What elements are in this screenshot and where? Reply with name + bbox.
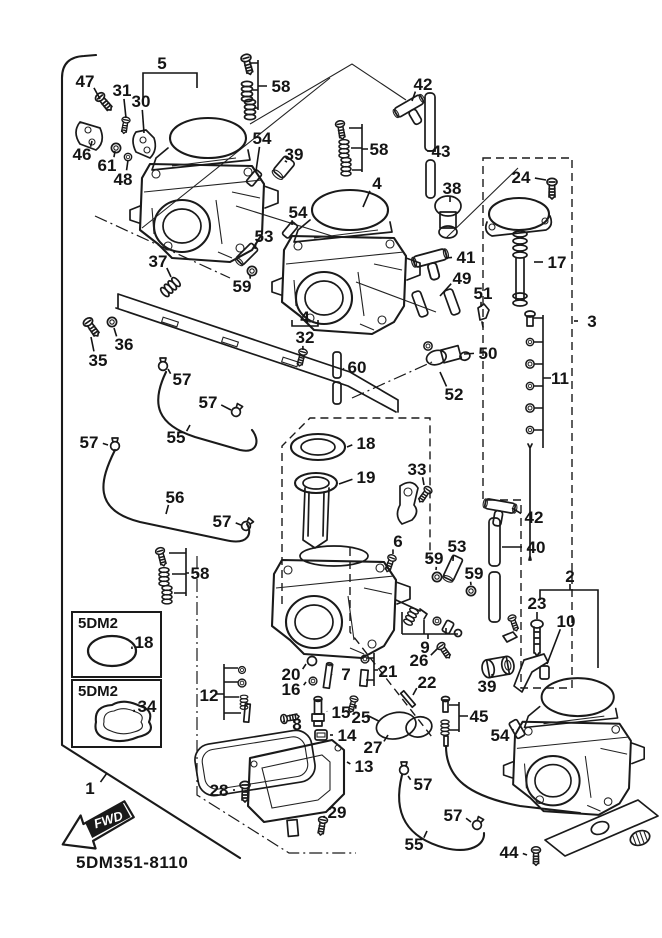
callout-20: 20 xyxy=(281,665,301,684)
callout-42: 42 xyxy=(413,75,433,94)
callout-48: 48 xyxy=(113,170,133,189)
callout-57: 57 xyxy=(413,775,433,794)
fuel-hose-mid xyxy=(158,348,341,451)
leader-line-57 xyxy=(168,369,171,374)
leader-line-22 xyxy=(413,688,417,695)
callout-31: 31 xyxy=(112,81,132,100)
leader-line-16 xyxy=(304,682,306,685)
callout-22: 22 xyxy=(417,673,437,692)
callout-4: 4 xyxy=(300,308,310,327)
carburetor-4 xyxy=(504,678,645,815)
callout-40: 40 xyxy=(526,538,546,557)
callout-54: 54 xyxy=(490,726,510,745)
callout-14: 14 xyxy=(337,726,357,745)
callout-51: 51 xyxy=(473,284,493,303)
leader-line-4 xyxy=(363,191,370,207)
callout-42: 42 xyxy=(524,508,544,527)
callout-54: 54 xyxy=(252,129,272,148)
leader-line-44 xyxy=(523,853,527,855)
leader-line-50 xyxy=(464,353,474,354)
callout-15: 15 xyxy=(331,703,351,722)
callout-49: 49 xyxy=(452,269,472,288)
callout-58: 58 xyxy=(190,564,210,583)
leader-line-55 xyxy=(424,831,427,838)
choke-lever-33 xyxy=(397,482,433,524)
kit-box-1-code: 5DM2 xyxy=(78,615,119,632)
callout-52: 52 xyxy=(444,385,464,404)
callout-61: 61 xyxy=(97,156,117,175)
callout-57: 57 xyxy=(172,370,192,389)
callout-54: 54 xyxy=(288,203,308,222)
leader-line-26 xyxy=(431,648,438,655)
leader-line-31 xyxy=(124,99,126,118)
callout-26: 26 xyxy=(409,651,429,670)
callout-56: 56 xyxy=(165,488,185,507)
callout-57: 57 xyxy=(212,512,232,531)
callout-28: 28 xyxy=(209,781,229,800)
fwd-label: FWD xyxy=(91,807,125,832)
callout-23: 23 xyxy=(527,594,547,613)
oring-illustration xyxy=(88,636,136,666)
callout-3: 3 xyxy=(587,312,597,331)
callout-58: 58 xyxy=(271,77,291,96)
callout-57: 57 xyxy=(198,393,218,412)
callout-5: 5 xyxy=(157,54,167,73)
callout-33: 33 xyxy=(407,460,427,479)
callout-58: 58 xyxy=(369,140,389,159)
callout-57: 57 xyxy=(79,433,99,452)
callout-6: 6 xyxy=(393,532,403,551)
callout-30: 30 xyxy=(131,92,151,111)
callout-25: 25 xyxy=(351,708,371,727)
leader-line-57 xyxy=(236,523,241,525)
callout-35: 35 xyxy=(88,351,108,370)
callout-18: 18 xyxy=(356,434,376,453)
callout-24: 24 xyxy=(511,168,531,187)
callout-41: 41 xyxy=(456,248,476,267)
leader-line-48 xyxy=(127,160,128,170)
callout-18: 18 xyxy=(134,633,154,652)
callout-21: 21 xyxy=(378,662,398,681)
callout-45: 45 xyxy=(469,707,489,726)
part-number: 5DM351-8110 xyxy=(76,853,189,872)
callout-59: 59 xyxy=(464,564,484,583)
callout-8: 8 xyxy=(292,715,302,734)
callout-34: 34 xyxy=(137,697,157,716)
diagram-frame xyxy=(62,55,240,858)
callout-50: 50 xyxy=(478,344,498,363)
vent-tubes-right xyxy=(480,498,518,622)
leader-line-55 xyxy=(187,425,190,431)
leader-line-1 xyxy=(100,773,107,782)
callout-47: 47 xyxy=(75,72,95,91)
leader-line-8 xyxy=(283,721,284,722)
screw-spring-kit-58-right xyxy=(335,120,368,176)
callout-12: 12 xyxy=(199,686,219,705)
callout-43: 43 xyxy=(431,142,451,161)
callout-53: 53 xyxy=(447,537,467,556)
leader-line-57 xyxy=(221,405,231,410)
leader-line-18 xyxy=(347,445,352,447)
leader-line-35 xyxy=(91,337,94,351)
leader-line-30 xyxy=(142,110,144,133)
callout-46: 46 xyxy=(72,145,92,164)
kit-box-2-code: 5DM2 xyxy=(78,683,119,700)
callout-39: 39 xyxy=(284,145,304,164)
callout-1: 1 xyxy=(85,779,95,798)
jet-kit-12 xyxy=(238,667,250,723)
callout-11: 11 xyxy=(551,369,569,388)
callout-4: 4 xyxy=(372,174,382,193)
leader-line-60 xyxy=(343,368,344,369)
callout-16: 16 xyxy=(281,680,301,699)
callout-55: 55 xyxy=(404,835,424,854)
screw-spring-kit-58-top xyxy=(240,53,267,119)
leader-line-19 xyxy=(339,479,352,484)
leader-line-57 xyxy=(103,443,108,445)
callout-32: 32 xyxy=(295,328,315,347)
callout-60: 60 xyxy=(347,358,367,377)
leader-line-41 xyxy=(446,257,452,258)
diaphragm-cover-kit xyxy=(486,178,557,236)
callout-57: 57 xyxy=(443,806,463,825)
leader-line-54 xyxy=(256,147,259,171)
callout-37: 37 xyxy=(148,252,168,271)
callout-59: 59 xyxy=(424,549,444,568)
callout-55: 55 xyxy=(166,428,186,447)
callout-53: 53 xyxy=(254,227,274,246)
screw-spring-kit-58-left xyxy=(155,547,189,604)
callout-38: 38 xyxy=(442,179,462,198)
callout-36: 36 xyxy=(114,335,134,354)
callout-17: 17 xyxy=(547,253,567,272)
callout-39: 39 xyxy=(477,677,497,696)
callout-44: 44 xyxy=(499,843,519,862)
callout-7: 7 xyxy=(341,665,351,684)
callout-13: 13 xyxy=(354,757,374,776)
callout-59: 59 xyxy=(232,277,252,296)
leader-line-57 xyxy=(408,776,411,780)
callout-29: 29 xyxy=(327,803,347,822)
leader-line-57 xyxy=(466,818,471,822)
leader-line-13 xyxy=(347,762,350,764)
callout-10: 10 xyxy=(556,612,576,631)
leader-line-24 xyxy=(535,178,546,180)
callout-19: 19 xyxy=(356,468,376,487)
leader-line-20 xyxy=(303,664,306,669)
fwd-arrow xyxy=(56,800,139,858)
callout-9: 9 xyxy=(420,638,430,657)
diaphragm-ring-and-funnel xyxy=(291,434,345,548)
leader-line-10 xyxy=(547,629,560,664)
callout-27: 27 xyxy=(363,738,383,757)
callout-2: 2 xyxy=(565,567,575,586)
